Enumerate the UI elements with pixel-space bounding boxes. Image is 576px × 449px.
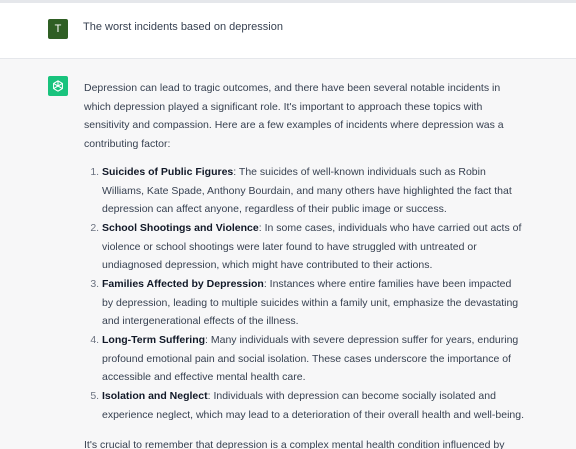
list-item-title: Long-Term Suffering [102,334,206,346]
outro-paragraph: It's crucial to remember that depression is a complex mental health condition influenced by [84,439,505,449]
user-message-row [0,3,576,59]
list-item [102,163,524,219]
list-item-title: School Shootings and Violence [102,222,259,234]
list-item-title: Suicides of Public Figures [102,166,234,178]
list-item [102,331,524,387]
list-item-text: : In some cases, individuals who have carried out acts of violence or school shootings were later found to have struggled with untreated or undiagnosed depression, which might have contributed to their actions. [102,222,522,271]
intro-paragraph: Depression can lead to tragic outcomes, and there have been several notable incidents in which depression played a significant role. It's important to approach these topics with sensitivity and compassion. Here are a few examples of incidents where depression was a contributing factor: [84,82,504,150]
list-item-title: Families Affected by Depression [102,278,264,290]
assistant-message-row [0,59,576,449]
user-message-text: The worst incidents based on depression [83,21,283,33]
list-item [102,219,524,275]
openai-logo-icon [48,76,68,96]
list-item-title: Isolation and Neglect [102,390,208,402]
list-item [102,387,524,424]
incident-list [84,163,524,424]
list-item-text: : Individuals with depression can become socially isolated and experience neglect, which may lead to a deterioration of their overall health and well-being. [102,390,524,421]
list-item-text: : Many individuals with severe depression suffer for years, enduring profound emotional pain and social isolation. These cases underscore the importance of accessible and effective mental health care. [102,334,519,383]
list-item-text: : The suicides of well-known individuals such as Robin Williams, Kate Spade, Anthony Bourdain, and many others have highlighted the fact that depression can affect anyone, regardless of their public image or success. [102,166,512,215]
assistant-message-content [84,79,524,449]
user-avatar: T [48,19,68,39]
list-item [102,275,524,331]
list-item-text: : Instances where entire families have been impacted by depression, leading to multiple suicides within a family unit, emphasize the devastating and intergenerational effects of the illness. [102,278,519,327]
